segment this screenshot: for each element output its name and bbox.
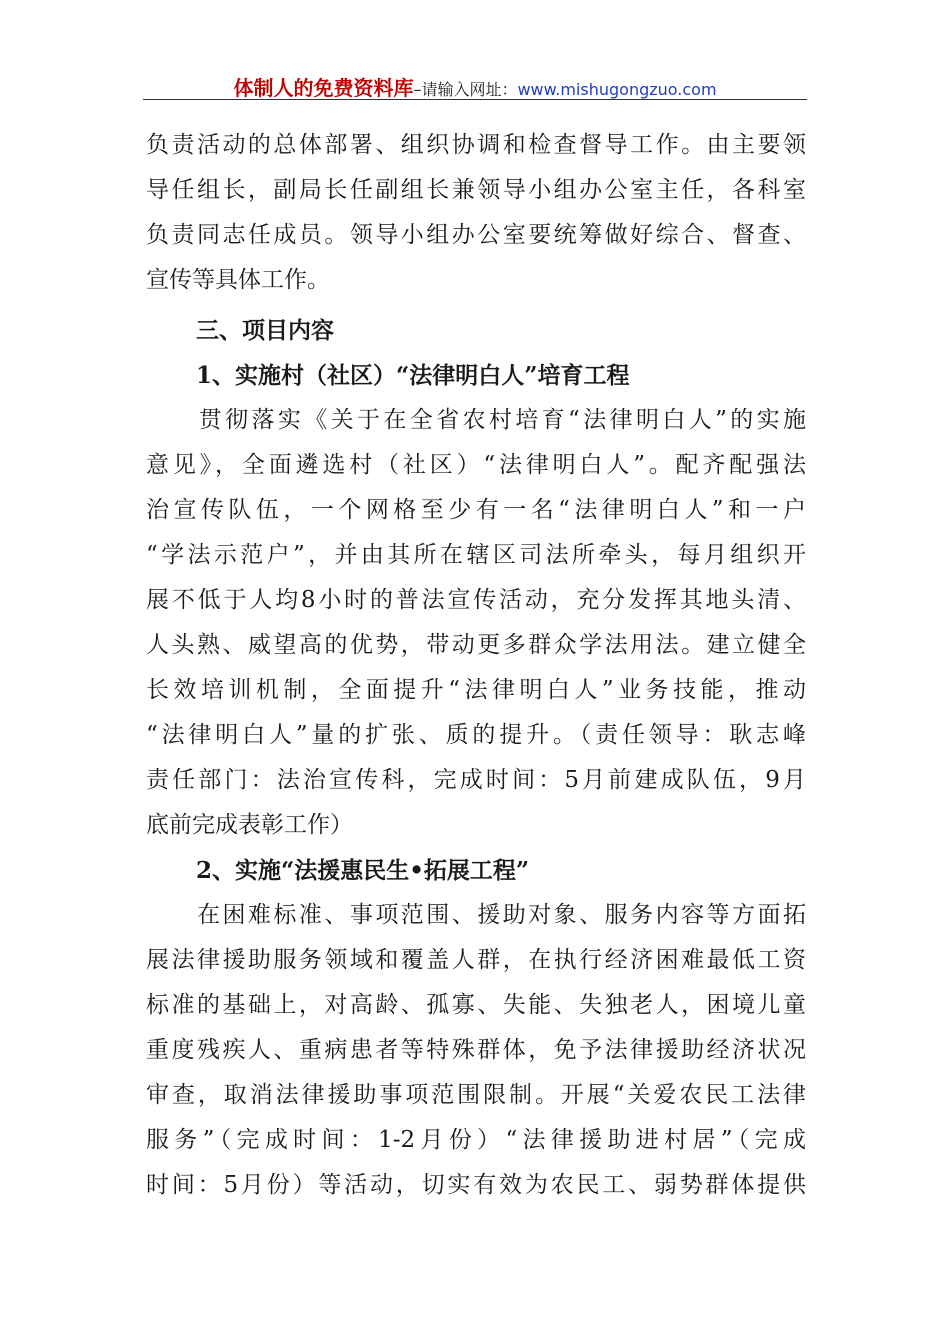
body-line: 治宣传队伍，一个网格至少有一名“法律明白人”和一户 [146,497,806,523]
body-line: “学法示范户”，并由其所在辖区司法所牵头，每月组织开 [146,542,806,568]
body-line: “法律明白人”量的扩张、质的提升。（责任领导：耿志峰 [146,722,806,748]
body-line: 导任组长，副局长任副组长兼领导小组办公室主任，各科室 [146,177,806,203]
section-heading: 三、项目内容 [196,317,334,344]
body-line: 在困难标准、事项范围、援助对象、服务内容等方面拓 [146,902,806,928]
body-line: 贯彻落实《关于在全省农村培育“法律明白人”的实施 [146,407,806,433]
body-line: 展不低于人均8小时的普法宣传活动，充分发挥其地头清、 [146,587,806,613]
header-separator: –请输入网址： [413,80,518,99]
body-line: 底前完成表彰工作） [146,812,353,838]
subsection-heading-2: 2、实施“法援惠民生•拓展工程” [196,857,530,884]
body-line: 展法律援助服务领域和覆盖人群，在执行经济困难最低工资 [146,947,806,973]
body-line: 时间：5月份）等活动，切实有效为农民工、弱势群体提供 [146,1172,806,1198]
body-line: 意见》，全面遴选村（社区）“法律明白人”。配齐配强法 [146,452,806,478]
header-url-link[interactable]: www.mishugongzuo.com [517,80,717,99]
document-body [146,123,806,1208]
header-divider [143,99,807,100]
body-line: 服务”（完成时间：1-2月份）“法律援助进村居”（完成 [146,1127,806,1153]
subsection-heading-1: 1、实施村（社区）“法律明白人”培育工程 [196,362,630,389]
body-line: 长效培训机制，全面提升“法律明白人”业务技能，推动 [146,677,806,703]
header-brand: 体制人的免费资料库 [233,76,414,100]
body-line: 标准的基础上，对高龄、孤寡、失能、失独老人，困境儿童 [146,992,806,1018]
body-line: 审查，取消法律援助事项范围限制。开展“关爱农民工法律 [146,1082,806,1108]
body-line: 责任部门：法治宣传科，完成时间：5月前建成队伍，9月 [146,767,806,793]
body-line: 重度残疾人、重病患者等特殊群体，免予法律援助经济状况 [146,1037,806,1063]
body-line: 人头熟、威望高的优势，带动更多群众学法用法。建立健全 [146,632,806,658]
page-header [143,72,807,100]
body-line: 负责同志任成员。领导小组办公室要统筹做好综合、督查、 [146,222,806,248]
body-line: 宣传等具体工作。 [146,267,330,293]
body-line: 负责活动的总体部署、组织协调和检查督导工作。由主要领 [146,132,806,158]
